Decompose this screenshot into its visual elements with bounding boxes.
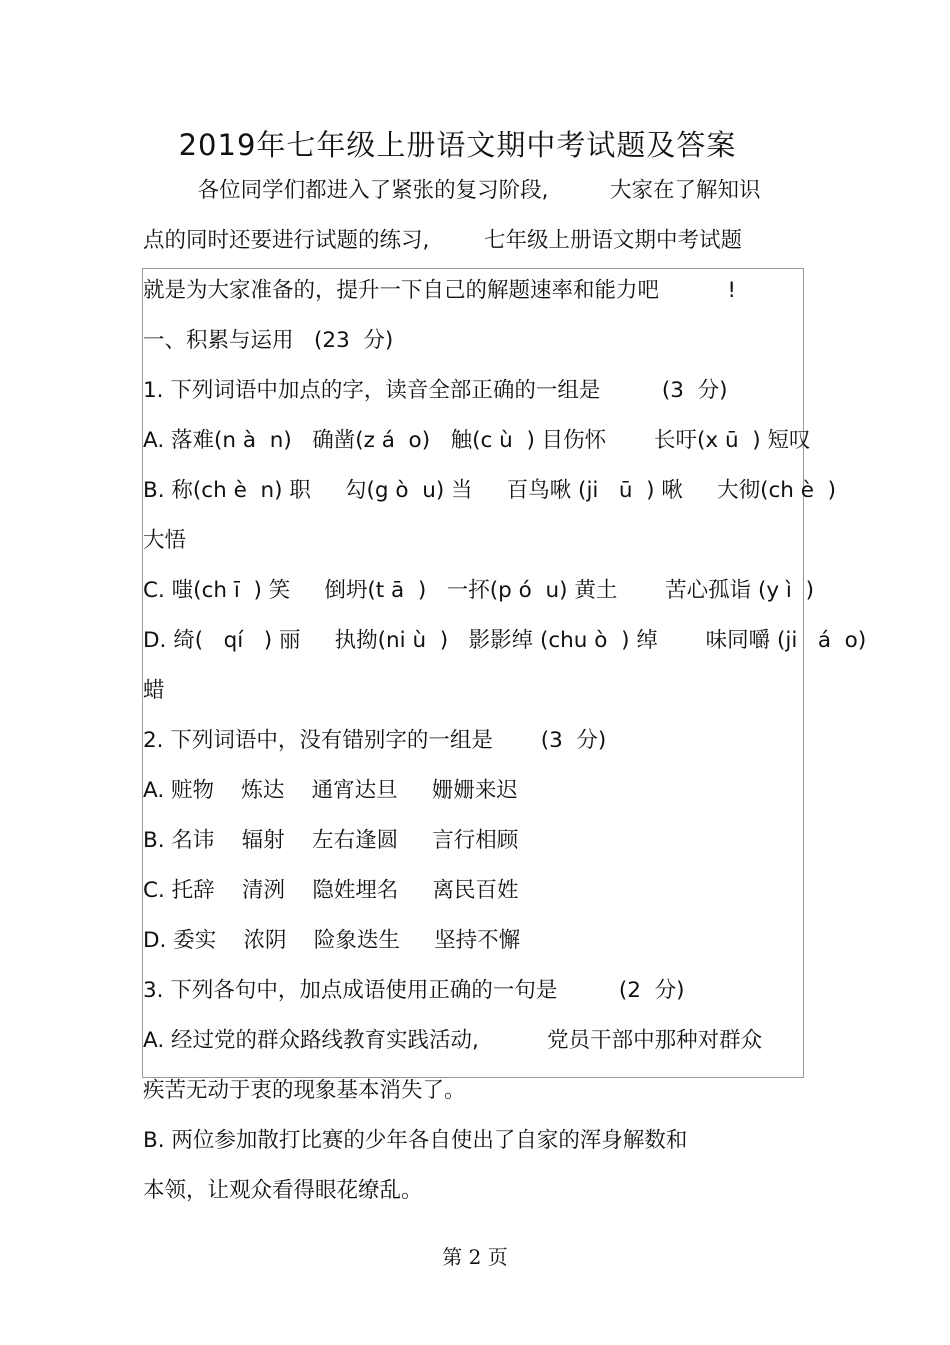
- intro-line-1: 各位同学们都进入了紧张的复习阶段, 大家在了解知识: [143, 178, 761, 203]
- intro-line-2: 点的同时还要进行试题的练习, 七年级上册语文期中考试题: [143, 228, 743, 253]
- q1-option-d-cont: 蜡: [143, 678, 165, 703]
- q1-option-d: D. 绮( qí ) 丽 执拗(ni ù ) 影影绰 (chu ò ) 绰 味同嚼 (ji á o): [143, 628, 867, 653]
- question-3: 3. 下列各句中，加点成语使用正确的一句是 (2 分): [143, 978, 685, 1003]
- q3-option-a: A. 经过党的群众路线教育实践活动, 党员干部中那种对群众: [143, 1028, 763, 1053]
- section-heading: 一、积累与运用 (23 分): [143, 328, 394, 353]
- question-1: 1. 下列词语中加点的字，读音全部正确的一组是 (3 分): [143, 378, 728, 403]
- page-number: 第 2 页: [442, 1245, 508, 1269]
- q2-option-a: A. 赃物 炼达 通宵达旦 姗姗来迟: [143, 778, 518, 803]
- q2-option-c: C. 托辞 清洌 隐姓埋名 离民百姓: [143, 878, 519, 903]
- q2-option-d: D. 委实 浓阴 险象迭生 坚持不懈: [143, 928, 521, 953]
- q1-option-b-cont: 大悟: [143, 528, 187, 553]
- q3-option-b-cont: 本领，让观众看得眼花缭乱。: [143, 1178, 423, 1203]
- intro-line-3: 就是为大家准备的，提升一下自己的解题速率和能力吧 !: [143, 278, 736, 303]
- page-title: 2019年七年级上册语文期中考试题及答案: [178, 128, 737, 162]
- question-2: 2. 下列词语中，没有错别字的一组是 (3 分): [143, 728, 607, 753]
- q2-option-b: B. 名讳 辐射 左右逢圆 言行相顾: [143, 828, 519, 853]
- q3-option-b: B. 两位参加散打比赛的少年各自使出了自家的浑身解数和: [143, 1128, 688, 1153]
- q1-option-a: A. 落难(n à n) 确凿(z á o) 触(c ù ) 目伤怀 长吁(x ū ) 短叹: [143, 428, 811, 453]
- q1-option-c: C. 嗤(ch ī ) 笑 倒坍(t ā ) 一抔(p ó u) 黄土 苦心孤诣 (y ì ): [143, 578, 814, 603]
- q1-option-b: B. 称(ch è n) 职 勾(g ò u) 当 百鸟啾 (ji ū ) 啾 大彻(ch è ): [143, 478, 837, 503]
- q3-option-a-cont: 疾苦无动于衷的现象基本消失了。: [143, 1078, 466, 1103]
